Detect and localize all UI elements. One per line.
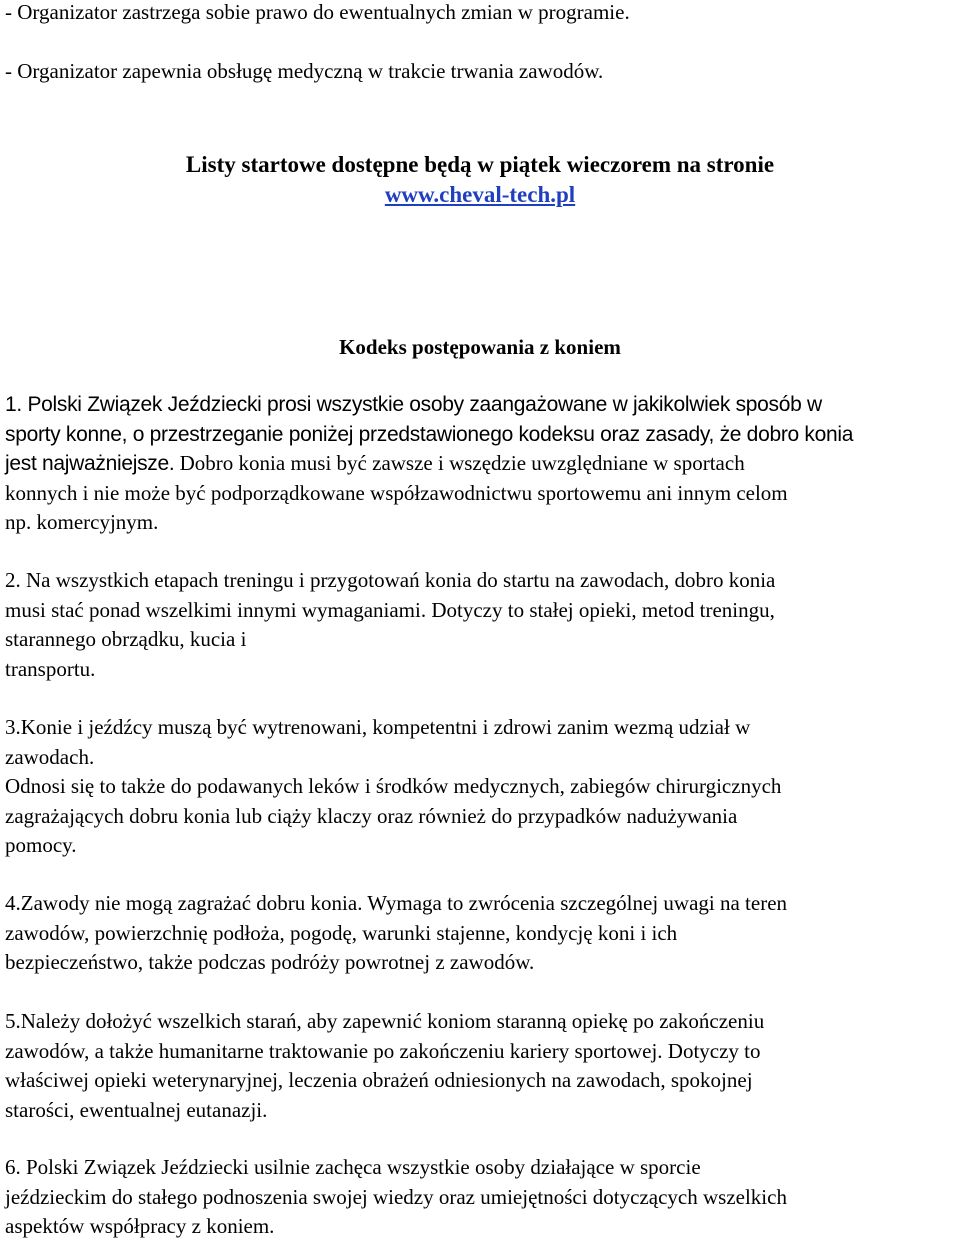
paragraph-3-line: pomocy. [5,833,77,857]
paragraph-1-line [5,449,955,479]
code-paragraph-2 [5,566,955,684]
paragraph-5-line: starości, ewentualnej eutanazji. [5,1097,268,1122]
code-paragraph-5 [5,1007,955,1125]
code-paragraph-1 [5,390,955,538]
start-lists-link-row [0,180,960,210]
paragraph-5-line: 5.Należy dołożyć wszelkich starań, aby zapewnić koniom staranną opiekę po zakończeniu [5,1009,765,1033]
paragraph-4-line: bezpieczeństwo, także podczas podróży powrotnej z zawodów. [5,950,535,974]
code-paragraph-4 [5,889,955,978]
paragraph-1-line: sporty konne, o przestrzeganie poniżej przedstawionego kodeksu oraz zasady, że dobro konia [5,422,854,446]
paragraph-5-line: zawodów, a także humanitarne traktowanie po zakończeniu kariery sportowej. Dotyczy to [5,1038,761,1063]
paragraph-2-line: starannego obrządku, kucia i [5,627,247,651]
paragraph-6-line: aspektów współpracy z koniem. [5,1214,275,1238]
code-heading: Kodeks postępowania z koniem [339,335,621,359]
paragraph-2-line: transportu. [5,656,96,681]
paragraph-6-line: 6. Polski Związek Jeździecki usilnie zachęca wszystkie osoby działające w sporcie [5,1155,701,1179]
paragraph-2-line: 2. Na wszystkich etapach treningu i przygotowań konia do startu na zawodach, dobro konia [5,568,776,592]
paragraph-1-line: konnych i nie może być podporządkowane współzawodnictwu sportowemu ani innym celom [5,480,788,505]
paragraph-4-line: zawodów, powierzchnię podłoża, pogodę, warunki stajenne, kondycję koni i ich [5,920,678,945]
paragraph-2-line: musi stać ponad wszelkimi innymi wymaganiami. Dotyczy to stałej opieki, metod treningu, [5,597,775,622]
note-program-changes: - Organizator zastrzega sobie prawo do ewentualnych zmian w programie. [5,0,630,24]
paragraph-3-line: Odnosi się to także do podawanych leków i środków medycznych, zabiegów chirurgicznych [5,774,782,798]
code-paragraph-3 [5,713,955,861]
paragraph-3-line: zagrażających dobru konia lub ciąży klaczy oraz również do przypadków nadużywania [5,803,738,828]
note-medical-service: - Organizator zapewnia obsługę medyczną w trakcie trwania zawodów. [5,59,604,83]
paragraph-1-line: 1. Polski Związek Jeździecki prosi wszystkie osoby zaangażowane w jakikolwiek sposób w [5,393,822,416]
code-paragraph-6 [5,1153,955,1242]
paragraph-6-line: jeździeckim do stałego podnoszenia swojej wiedzy oraz umiejętności dotyczących wszelkich [5,1184,787,1209]
paragraph-3-line: 3.Konie i jeźdźcy muszą być wytrenowani, kompetentni i zdrowi zanim wezmą udział w [5,715,751,739]
paragraph-3-line: zawodach. [5,744,95,769]
cheval-tech-link[interactable]: www.cheval-tech.pl [384,182,576,207]
paragraph-4-line: 4.Zawody nie mogą zagrażać dobru konia. Wymaga to zwrócenia szczególnej uwagi na teren [5,891,788,915]
paragraph-1-line: np. komercyjnym. [5,510,159,534]
start-lists-text: Listy startowe dostępne będą w piątek wieczorem na stronie [185,152,775,177]
paragraph-1-segment: Dobro konia musi być zawsze i wszędzie uwzględniane w sportach [174,451,745,475]
paragraph-5-line: właściwej opieki weterynaryjnej, leczenia obrażeń odniesionych na zawodach, spokojnej [5,1068,753,1092]
paragraph-1-segment: jest najważniejsze. [5,452,175,475]
